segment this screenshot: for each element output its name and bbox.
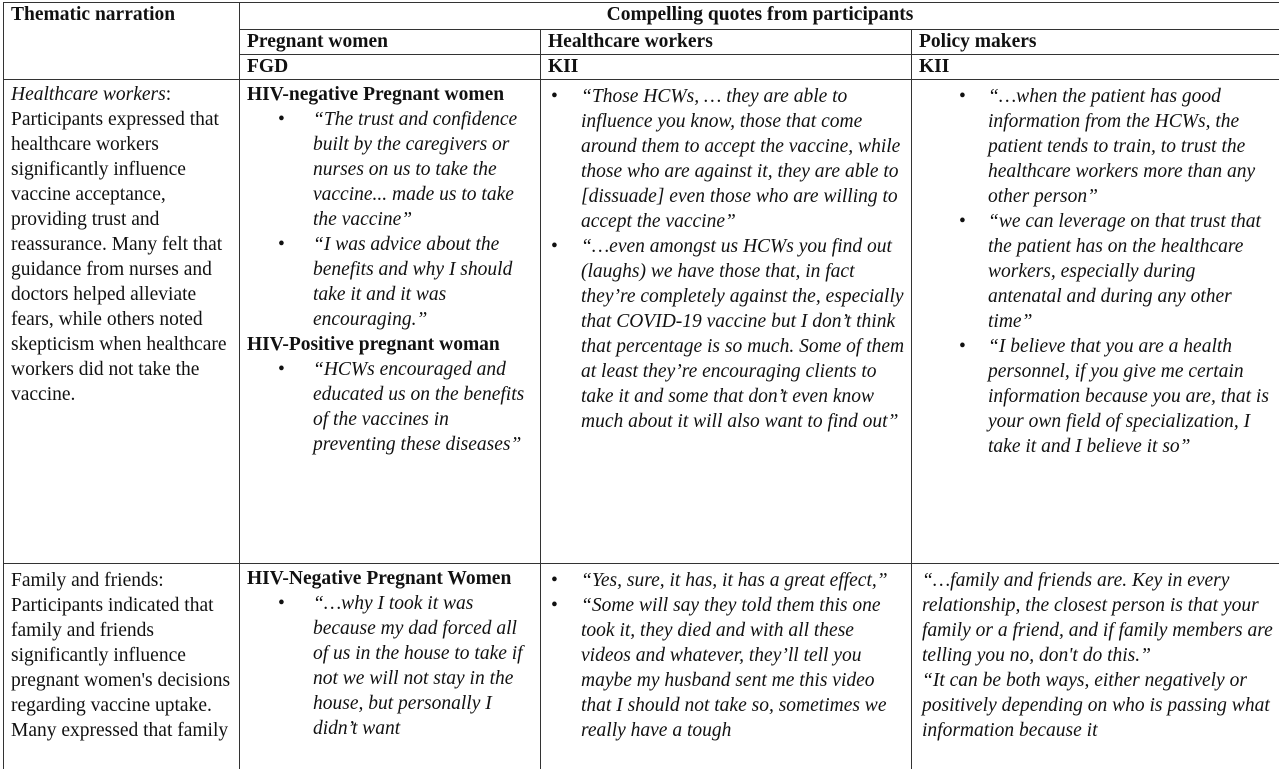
bullet-icon: • <box>551 570 558 591</box>
quote-text: “I was advice about the benefits and why I should take it and it was encouraging.” <box>313 234 513 330</box>
pw-quote-list-3 <box>247 591 534 741</box>
row-family-and-friends <box>4 564 1280 769</box>
healthcare-workers-cell-2 <box>541 564 912 769</box>
group-title-hiv-negative: HIV-Negative Pregnant Women <box>247 568 512 589</box>
quote-text: “I believe that you are a health personnel, if you give me certain information because you are, that is your own field of specialization, I take it and I believe it so” <box>988 336 1269 457</box>
list-item <box>247 107 534 232</box>
bullet-icon: • <box>959 336 966 357</box>
quote-text: “…why I took it was because my dad forced all of us in the house to take if not we will not stay in the house, but personally I didn’t want <box>313 593 523 739</box>
quote-text: “Yes, sure, it has, it has a great effect,” <box>581 570 888 591</box>
quote-text: “The trust and confidence built by the caregivers or nurses on us to take the vaccine... made us to take the vaccine” <box>313 109 518 230</box>
list-item <box>548 593 905 743</box>
list-item <box>919 84 1273 209</box>
bullet-icon: • <box>959 211 966 232</box>
bullet-icon: • <box>551 86 558 107</box>
bullet-icon: • <box>278 109 285 130</box>
policy-makers-cell-2 <box>912 564 1280 769</box>
header-thematic-narration: Thematic narration <box>4 3 240 80</box>
quote-text: “Those HCWs, … they are able to influence you know, those that come around them to accept the vaccine, while those who are against it, they are able to [dissuade] even those who are willing to accept the vaccine” <box>581 86 901 232</box>
quote-text: “…even amongst us HCWs you find out (laughs) we have those that, in fact they’re completely against the, especially that COVID-19 vaccine but I don’t think that percentage is so much. Some of them at least they’re encouraging clients to take it and some that don’t even know much about it will also want to find out” <box>581 236 905 432</box>
pm-quote-list-1 <box>919 84 1273 459</box>
healthcare-workers-cell-1 <box>541 80 912 564</box>
theme-cell-healthcare-workers <box>4 80 240 564</box>
header-compelling-quotes: Compelling quotes from participants <box>240 3 1280 30</box>
header-hcw-method: KII <box>541 55 912 80</box>
bullet-icon: • <box>278 593 285 614</box>
list-item <box>247 232 534 332</box>
quotes-table <box>3 2 1279 769</box>
pregnant-women-cell-2 <box>240 564 541 769</box>
policy-quote-paragraph: “It can be both ways, either negatively or positively depending on who is passing what information because it <box>922 670 1270 741</box>
pregnant-women-cell-1 <box>240 80 541 564</box>
quote-text: “HCWs encouraged and educated us on the benefits of the vaccines in preventing these diseases” <box>313 359 525 455</box>
header-policy-makers: Policy makers <box>912 30 1280 55</box>
header-healthcare-workers: Healthcare workers <box>541 30 912 55</box>
policy-quote-paragraph: “…family and friends are. Key in every relationship, the closest person is that your family or a friend, and if family members are telling you no, don't do this.” <box>922 570 1273 666</box>
bullet-icon: • <box>959 86 966 107</box>
list-item <box>247 357 534 457</box>
quote-text: “we can leverage on that trust that the patient has on the healthcare workers, especially during antenatal and during any other time” <box>988 211 1261 332</box>
bullet-icon: • <box>278 234 285 255</box>
theme-cell-family-and-friends: Family and friends: Participants indicated that family and friends significantly influence pregnant women's decisions regarding vaccine uptake. Many expressed that family <box>4 564 240 769</box>
bullet-icon: • <box>551 236 558 257</box>
list-item <box>247 591 534 741</box>
header-pm-method: KII <box>912 55 1280 80</box>
row-healthcare-workers <box>4 80 1280 564</box>
bullet-icon: • <box>278 359 285 380</box>
list-item <box>548 568 905 593</box>
list-item <box>919 334 1273 459</box>
policy-makers-cell-1 <box>912 80 1280 564</box>
group-title-hiv-positive: HIV-Positive pregnant woman <box>247 334 500 355</box>
pw-quote-list-2 <box>247 357 534 457</box>
header-pw-method: FGD <box>240 55 541 80</box>
group-title-hiv-negative: HIV-negative Pregnant women <box>247 84 505 105</box>
hcw-quote-list-1 <box>548 84 905 434</box>
list-item <box>919 209 1273 334</box>
quotes-table-container <box>3 2 1279 769</box>
header-row-1 <box>4 3 1280 30</box>
theme-description: : Participants expressed that healthcare workers significantly influence vaccine acceptance, providing trust and reassurance. Many felt that guidance from nurses and doctors helped alleviate fears, while others noted skepticism when healthcare workers did not take the vaccine. <box>11 84 227 405</box>
header-pregnant-women: Pregnant women <box>240 30 541 55</box>
hcw-quote-list-2 <box>548 568 905 743</box>
list-item <box>548 234 905 434</box>
list-item <box>548 84 905 234</box>
quote-text: “…when the patient has good information from the HCWs, the patient tends to train, to trust the healthcare workers more than any other person” <box>988 86 1256 207</box>
pw-quote-list-1 <box>247 107 534 332</box>
quote-text: “Some will say they told them this one took it, they died and with all these videos and whatever, they’ll tell you maybe my husband sent me this video that I should not take so, sometimes we really have a tough <box>581 595 887 741</box>
theme-title: Healthcare workers <box>11 84 166 105</box>
bullet-icon: • <box>551 595 558 616</box>
